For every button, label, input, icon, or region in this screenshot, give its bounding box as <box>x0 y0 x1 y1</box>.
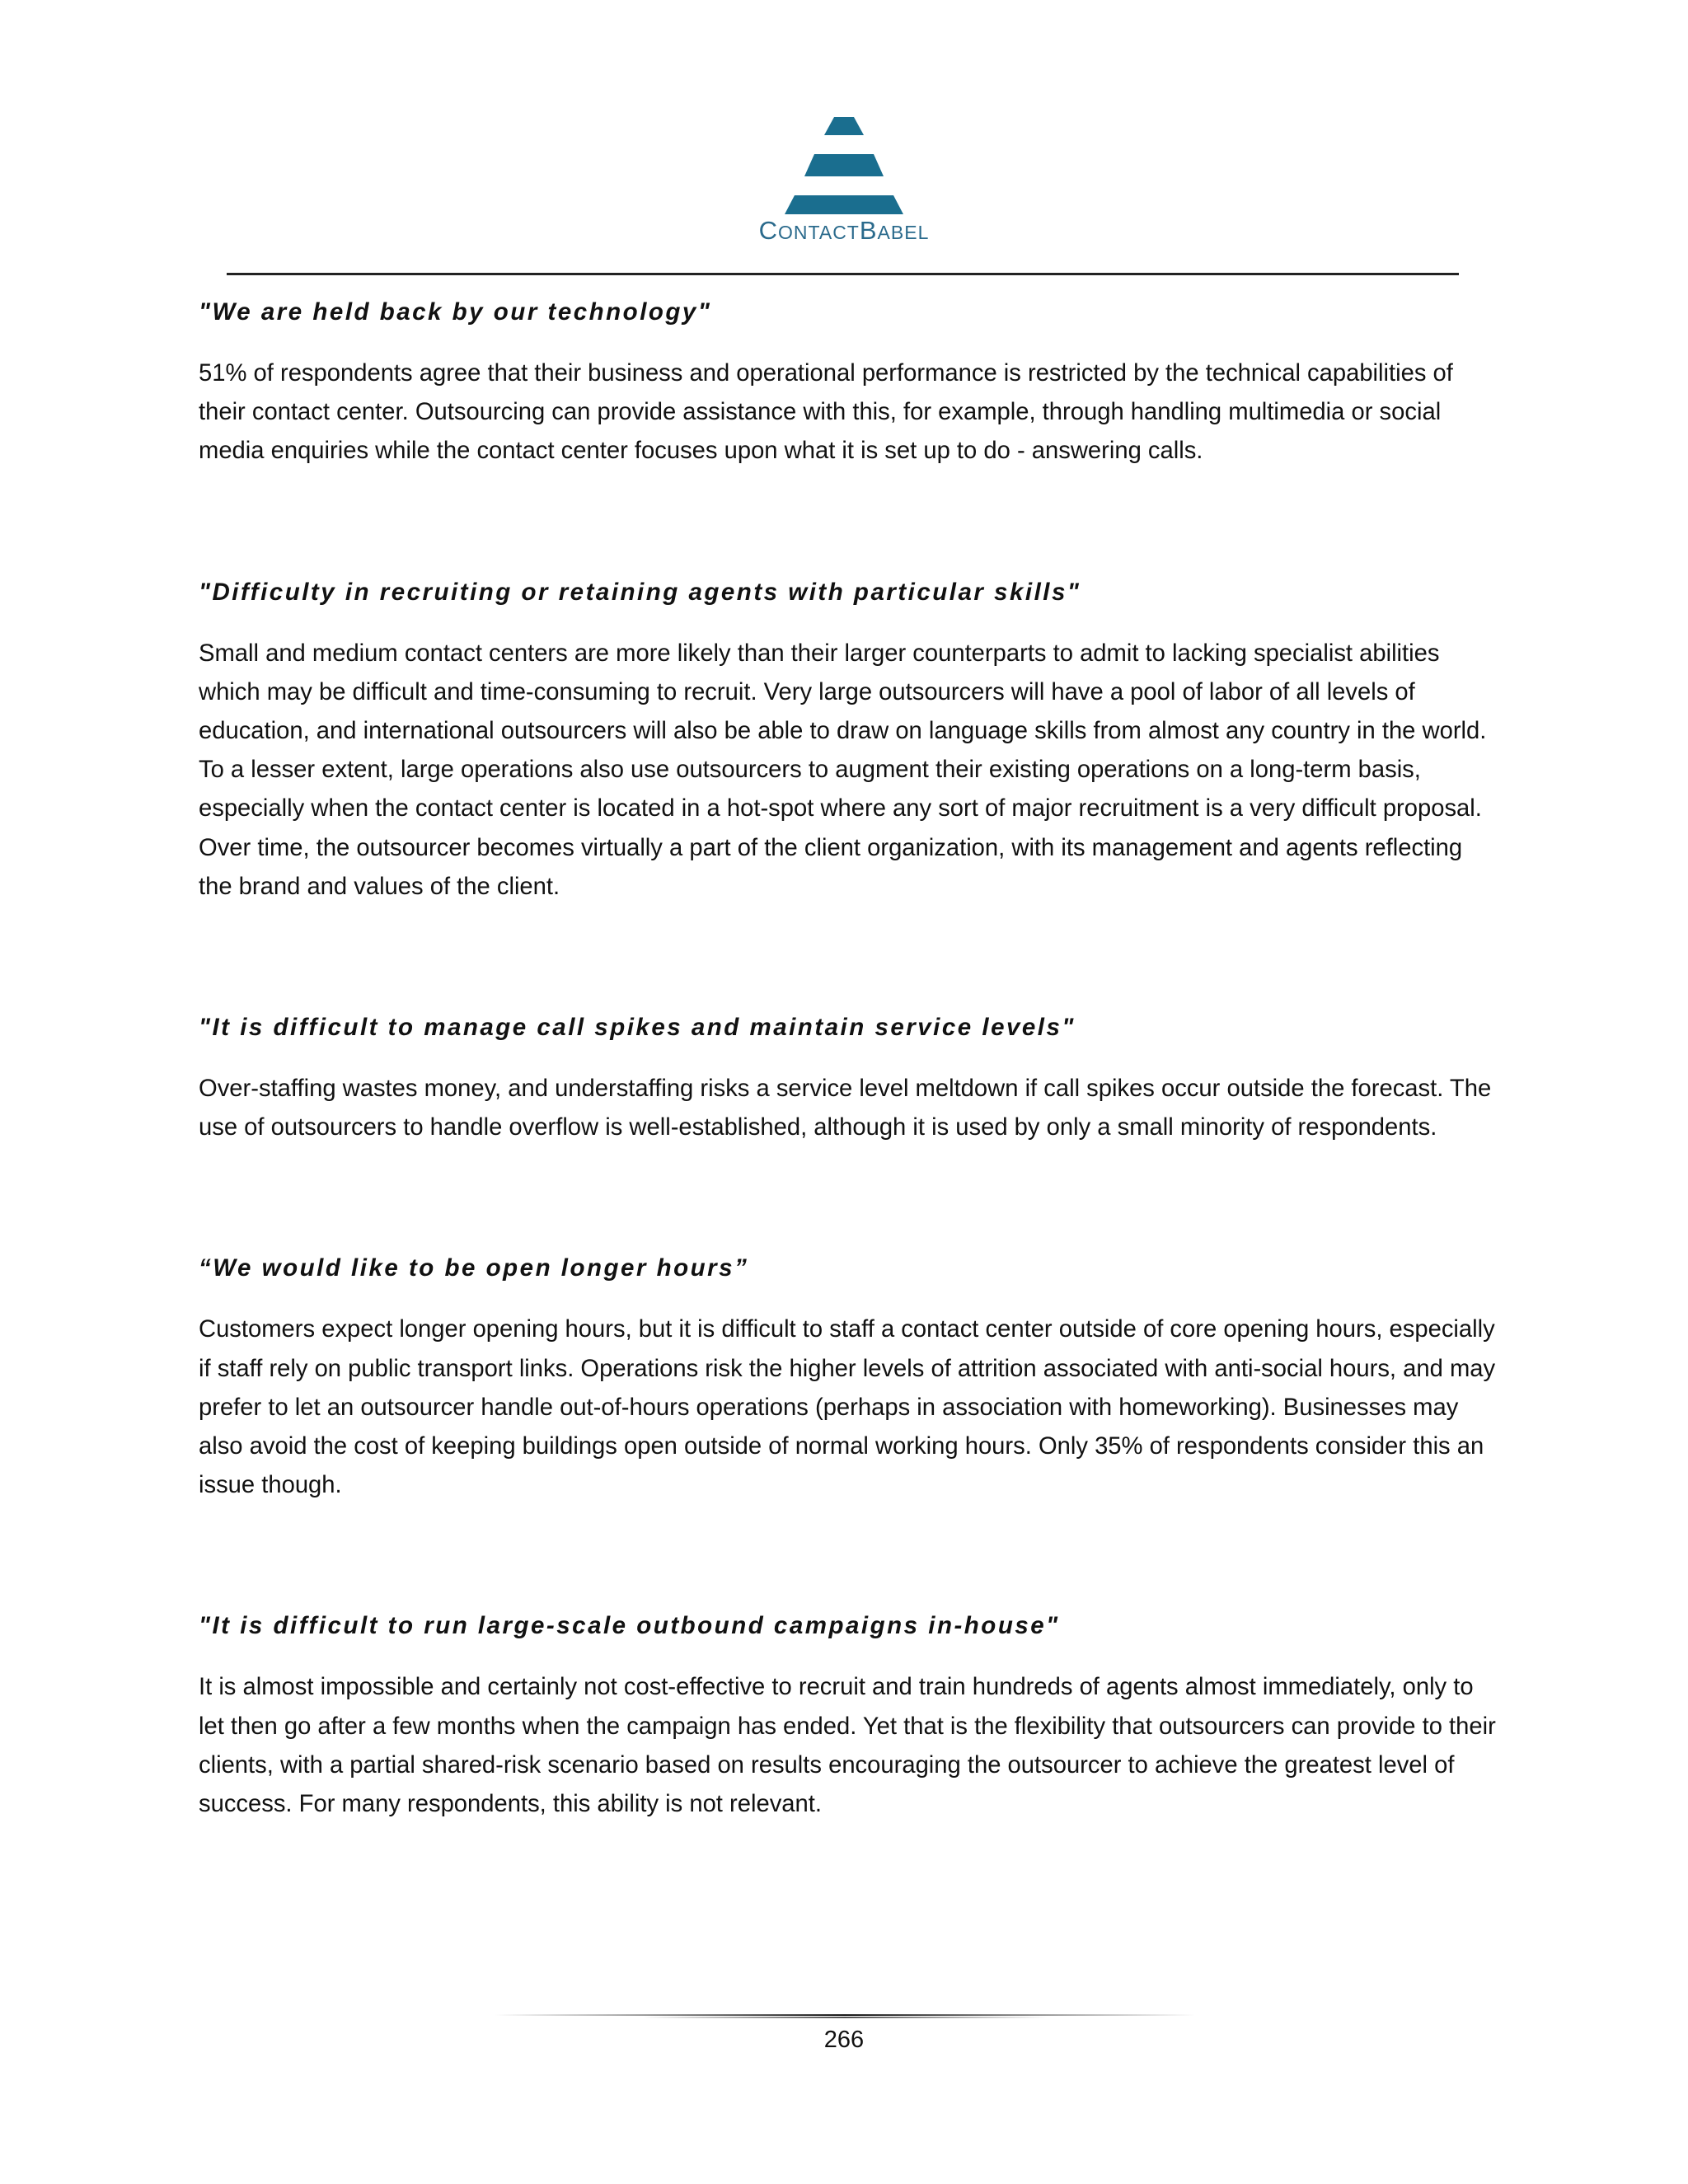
page-number: 266 <box>823 2027 865 2053</box>
section-recruiting-skills <box>199 570 1501 907</box>
section-title: “We would like to be open longer hours” <box>199 1254 749 1282</box>
section-outbound-campaigns <box>199 1604 1501 1824</box>
page-content <box>199 290 1501 1824</box>
section-body: Small and medium contact centers are more likely than their larger counterparts to admit to lacking specialist abilities which may be difficult and time-consuming to recruit. Very large outsourcers will have a pool of labor of all levels of education, and international outsourcers will also be able to draw on language skills from almost any country in the world. To a lesser extent, large operations also use outsourcers to augment their existing operations on a long-term basis, especially when the contact center is located in a hot-spot where any sort of major recruitment is a very difficult proposal. Over time, the outsourcer becomes virtually a part of the client organization, with its management and agents reflecting the brand and values of the client. <box>199 640 1487 900</box>
section-body: It is almost impossible and certainly not cost-effective to recruit and train hundreds of agents almost immediately, only to let then go after a few months when the campaign has ended. Yet that is the flexibility that outsourcers can provide to their clients, with a partial shared-risk scenario based on results encouraging the outsourcer to achieve the greatest level of success. For many respondents, this ability is not relevant. <box>199 1674 1496 1818</box>
header-logo <box>0 117 1688 243</box>
section-body: Over-staffing wastes money, and understaffing risks a service level meltdown if call spikes occur outside the forecast. The use of outsourcers to handle overflow is well-established, although it is used by only a small minority of respondents. <box>199 1076 1492 1141</box>
pyramid-tier-bottom <box>785 195 903 214</box>
section-title: "Difficulty in recruiting or retaining agents with particular skills" <box>199 578 1081 606</box>
brand-part1-cap: C <box>758 216 779 245</box>
brand-part2-cap: B <box>859 216 878 245</box>
section-body: 51% of respondents agree that their business and operational performance is restricted by the technical capabilities of their contact center. Outsourcing can provide assistance with this, for example, through handling multimedia or social media enquiries while the contact center focuses upon what it is set up to do - answering calls. <box>199 360 1453 465</box>
section-title: "We are held back by our technology" <box>199 298 712 326</box>
footer-divider <box>495 2013 1195 2020</box>
section-technology <box>199 290 1501 471</box>
header-divider <box>227 273 1459 275</box>
section-title: "It is difficult to run large-scale outbound campaigns in-house" <box>199 1612 1060 1640</box>
brand-part2-rest: ABEL <box>877 222 930 243</box>
brand-part1-rest: ONTACT <box>778 222 860 243</box>
pyramid-logo-icon <box>778 117 910 214</box>
pyramid-tier-top <box>824 117 864 135</box>
section-longer-hours <box>199 1246 1501 1505</box>
section-call-spikes <box>199 1005 1501 1147</box>
brand-name <box>759 218 930 243</box>
section-body: Customers expect longer opening hours, but it is difficult to staff a contact center outside of core opening hours, especially if staff rely on public transport links. Operations risk the higher levels of attrition associated with anti-social hours, and may prefer to let an outsourcer handle out-of-hours operations (perhaps in association with homeworking). Businesses may also avoid the cost of keeping buildings open outside of normal working hours. Only 35% of respondents consider this an issue though. <box>199 1316 1496 1499</box>
pyramid-tier-middle <box>804 154 884 176</box>
section-title: "It is difficult to manage call spikes and maintain service levels" <box>199 1014 1076 1042</box>
